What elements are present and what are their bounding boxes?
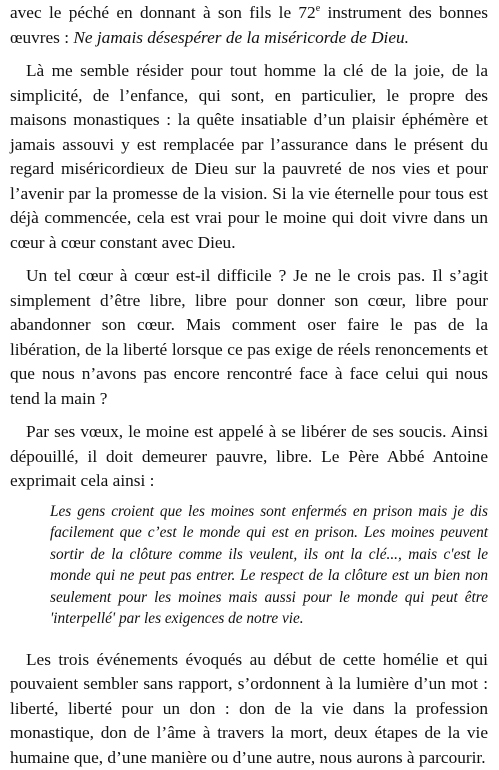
paragraph-1-text-b: instrument des bonnes œuvres : [10,3,488,47]
paragraph-3: Un tel cœur à cœur est-il difficile ? Je ne le crois pas. Il s’agit simplement d’être libre, libre pour donner son cœur, libre pour abandonner son cœur. Mais comment oser faire le pas de la libération, de la liberté lorsque ce pas exige de réels renoncements et que nous n’avons pas encore rencontré face à face celui qui nous tend la main ? [10,264,488,411]
paragraph-5: Les trois événements évoqués au début de cette homélie et qui pouvaient sembler sans rapport, s’ordonnent à la lumière d’un mot : liberté, liberté pour un don : don de la vie dans la profession monastique, don de l’âme à travers la mort, deux étapes de la vie humaine que, d’une manière ou d’une autre, nous aurons à parcourir. [10,648,488,770]
paragraph-1-italic: Ne jamais désespérer de la miséricorde de Dieu. [73,28,409,47]
paragraph-1-text-a: avec le péché en donnant à son fils le 72 [10,3,316,22]
ordinal-superscript: e [316,3,320,14]
document-page [10,1,488,770]
paragraph-4: Par ses vœux, le moine est appelé à se libérer de ses soucis. Ainsi dépouillé, il doit demeurer pauvre, libre. Le Père Abbé Antoine exprimait cela ainsi : [10,420,488,494]
paragraph-2: Là me semble résider pour tout homme la clé de la joie, de la simplicité, de l’enfance, qui sont, en particulier, le propre des maisons monastiques : la quête insatiable d’un plaisir éphémère et jamais assouvi y est remplacée par l’assurance dans le présent du regard miséricordieux de Dieu sur la pauvreté de nos vies et pour l’avenir par la promesse de la vision. Si la vie éternelle pour tous est déjà commencée, cela est vrai pour le moine qui doit vivre dans un cœur à cœur constant avec Dieu. [10,59,488,255]
block-quote: Les gens croient que les moines sont enfermés en prison mais je dis facilement que c’est le monde qui est en prison. Les moines peuvent sortir de la clôture comme ils veulent, ils ont la clé..., mais c'est le monde qui ne peut pas entrer. Le respect de la clôture est un bien non seulement pour les moines mais aussi pour le monde qui peut être 'interpellé' par les exigences de notre vie. [50,501,488,630]
paragraph-1 [10,1,488,50]
